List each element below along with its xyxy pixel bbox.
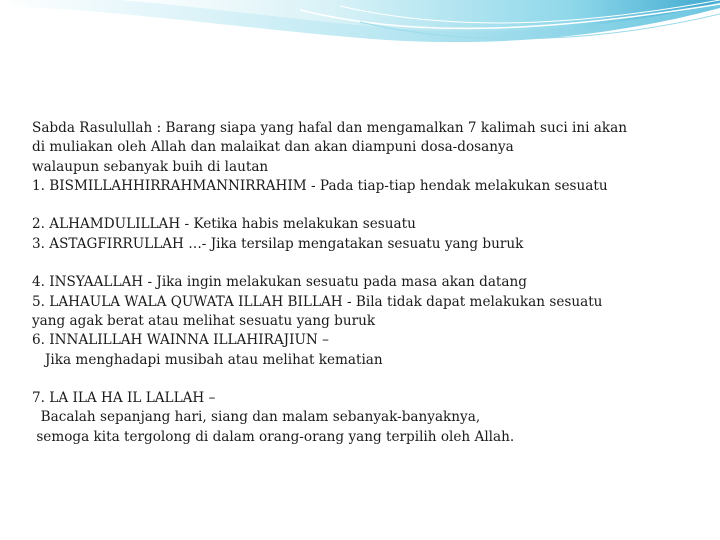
text-line: yang agak berat atau melihat sesuatu yang buruk: [32, 312, 376, 329]
text-line: di muliakan oleh Allah dan malaikat dan akan diampuni dosa-dosanya: [32, 139, 514, 156]
spacer: [32, 254, 702, 273]
spacer: [32, 370, 702, 389]
decorative-wave-header: [0, 0, 720, 70]
text-line: semoga kita tergolong di dalam orang-orang yang terpilih oleh Allah.: [32, 428, 515, 445]
text-line: Sabda Rasulullah : Barang siapa yang hafal dan mengamalkan 7 kalimah suci ini akan: [32, 120, 627, 136]
text-line: Jika menghadapi musibah atau melihat kematian: [32, 351, 383, 368]
list-item-3: 3. ASTAGFIRRULLAH …- Jika tersilap mengatakan sesuatu yang buruk: [32, 235, 524, 252]
list-item-7: 7. LA ILA HA IL LALLAH –: [32, 390, 216, 407]
text-line: Bacalah sepanjang hari, siang dan malam sebanyak-banyaknya,: [32, 409, 481, 426]
list-item-1: 1. BISMILLAHHIRRAHMANNIRRAHIM - Pada tiap-tiap hendak melakukan sesuatu: [32, 177, 608, 194]
list-item-6: 6. INNALILLAH WAINNA ILLAHIRAJIUN –: [32, 332, 329, 349]
text-line: walaupun sebanyak buih di lautan: [32, 158, 269, 175]
spacer: [32, 196, 702, 215]
list-item-5: 5. LAHAULA WALA QUWATA ILLAH BILLAH - Bila tidak dapat melakukan sesuatu: [32, 293, 603, 310]
list-item-4: 4. INSYAALLAH - Jika ingin melakukan sesuatu pada masa akan datang: [32, 274, 527, 291]
slide-body-text: [32, 119, 702, 447]
list-item-2: 2. ALHAMDULILLAH - Ketika habis melakukan sesuatu: [32, 216, 416, 233]
